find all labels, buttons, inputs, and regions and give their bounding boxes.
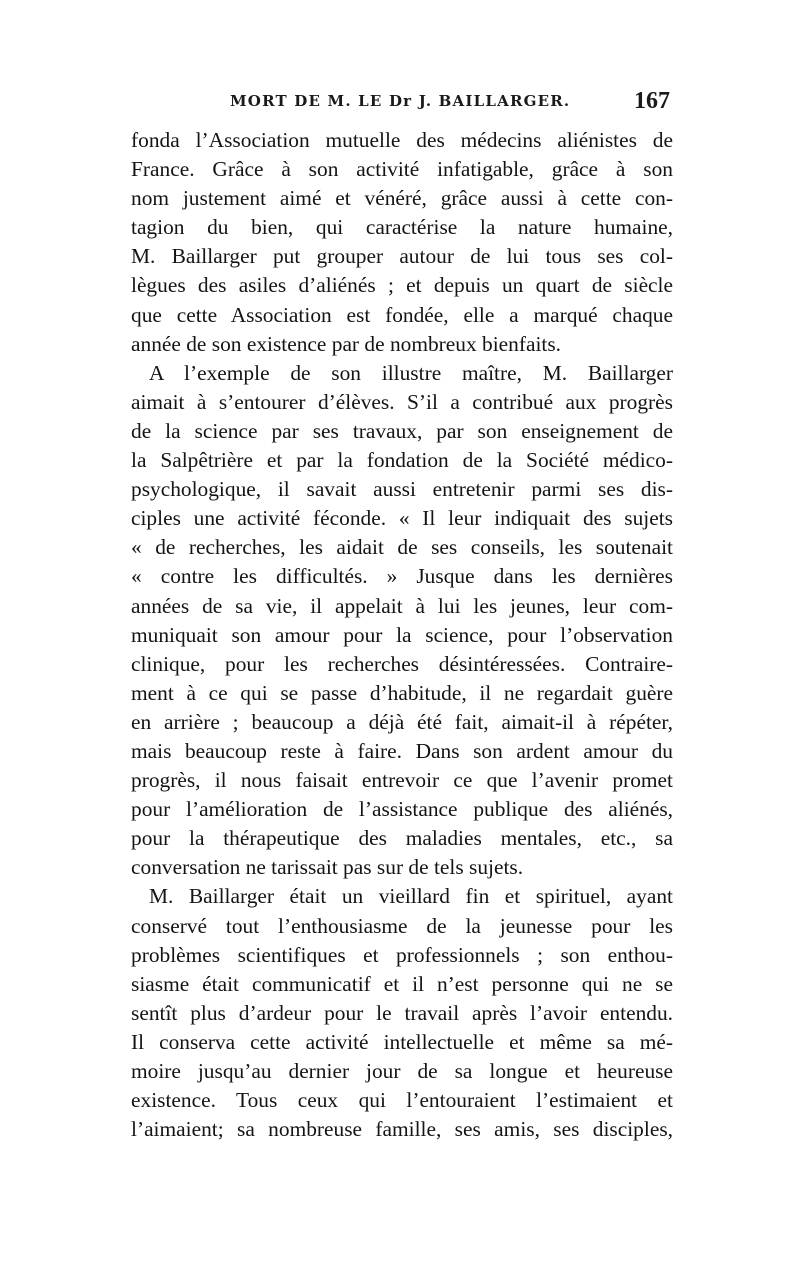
text-line: fonda l’Association mutuelle des médecins aliénistes de: [131, 128, 673, 152]
text-line: clinique, pour les recherches désintéressées. Contraire-: [131, 651, 673, 676]
text-line: psychologique, il savait aussi entretenir parmi ses dis-: [131, 477, 673, 502]
body-text: [131, 126, 673, 1144]
text-line: mais beaucoup reste à faire. Dans son ardent amour du: [131, 738, 673, 763]
text-line: ciples une activité féconde. « Il leur indiquait des sujets: [131, 506, 673, 531]
text-line: « contre les difficultés. » Jusque dans les dernières: [131, 564, 673, 589]
page-number: 167: [634, 88, 670, 114]
text-line: France. Grâce à son activité infatigable, grâce à son: [131, 157, 673, 182]
running-title: MORT DE M. LE Dr J. BAILLARGER.: [230, 92, 571, 110]
text-line: conversation ne tarissait pas sur de tels sujets.: [131, 855, 524, 880]
text-line: année de son existence par de nombreux bienfaits.: [131, 331, 562, 356]
text-line: lègues des asiles d’aliénés ; et depuis un quart de siècle: [131, 273, 673, 298]
text-line: Il conserva cette activité intellectuelle et même sa mé-: [131, 1029, 673, 1054]
text-line: sentît plus d’ardeur pour le travail après l’avoir entendu.: [131, 1000, 673, 1025]
text-line: conservé tout l’enthousiasme de la jeunesse pour les: [131, 913, 673, 938]
text-line: problèmes scientifiques et professionnels ; son enthou-: [131, 942, 673, 967]
text-line: l’aimaient; sa nombreuse famille, ses amis, ses disciples,: [131, 1117, 673, 1142]
text-line: A l’exemple de son illustre maître, M. Baillarger: [149, 360, 673, 385]
text-line: tagion du bien, qui caractérise la nature humaine,: [131, 215, 673, 240]
text-line: en arrière ; beaucoup a déjà été fait, aimait-il à répéter,: [131, 709, 673, 734]
text-line: de la science par ses travaux, par son enseignement de: [131, 418, 673, 443]
text-line: aimait à s’entourer d’élèves. S’il a contribué aux progrès: [131, 389, 673, 414]
text-line: pour l’amélioration de l’assistance publique des aliénés,: [131, 797, 673, 822]
text-line: moire jusqu’au dernier jour de sa longue et heureuse: [131, 1059, 673, 1083]
text-line: ment à ce qui se passe d’habitude, il ne regardait guère: [131, 680, 673, 705]
text-line: muniquait son amour pour la science, pour l’observation: [131, 622, 673, 647]
text-line: nom justement aimé et vénéré, grâce aussi à cette con-: [131, 186, 673, 211]
text-line: la Salpêtrière et par la fondation de la Société médico-: [131, 448, 673, 473]
text-line: siasme était communicatif et il n’est personne qui ne se: [131, 971, 673, 996]
text-line: M. Baillarger put grouper autour de lui tous ses col-: [131, 244, 673, 269]
text-line: progrès, il nous faisait entrevoir ce que l’avenir promet: [131, 768, 673, 793]
text-line: années de sa vie, il appelait à lui les jeunes, leur com-: [131, 593, 673, 618]
text-line: « de recherches, les aidait de ses conseils, les soutenait: [131, 535, 673, 560]
text-line: que cette Association est fondée, elle a marqué chaque: [131, 302, 673, 327]
text-line: pour la thérapeutique des maladies mentales, etc., sa: [131, 826, 673, 851]
text-line: M. Baillarger était un vieillard fin et spirituel, ayant: [149, 884, 673, 909]
running-head: [135, 88, 670, 118]
text-line: existence. Tous ceux qui l’entouraient l’estimaient et: [131, 1088, 673, 1113]
